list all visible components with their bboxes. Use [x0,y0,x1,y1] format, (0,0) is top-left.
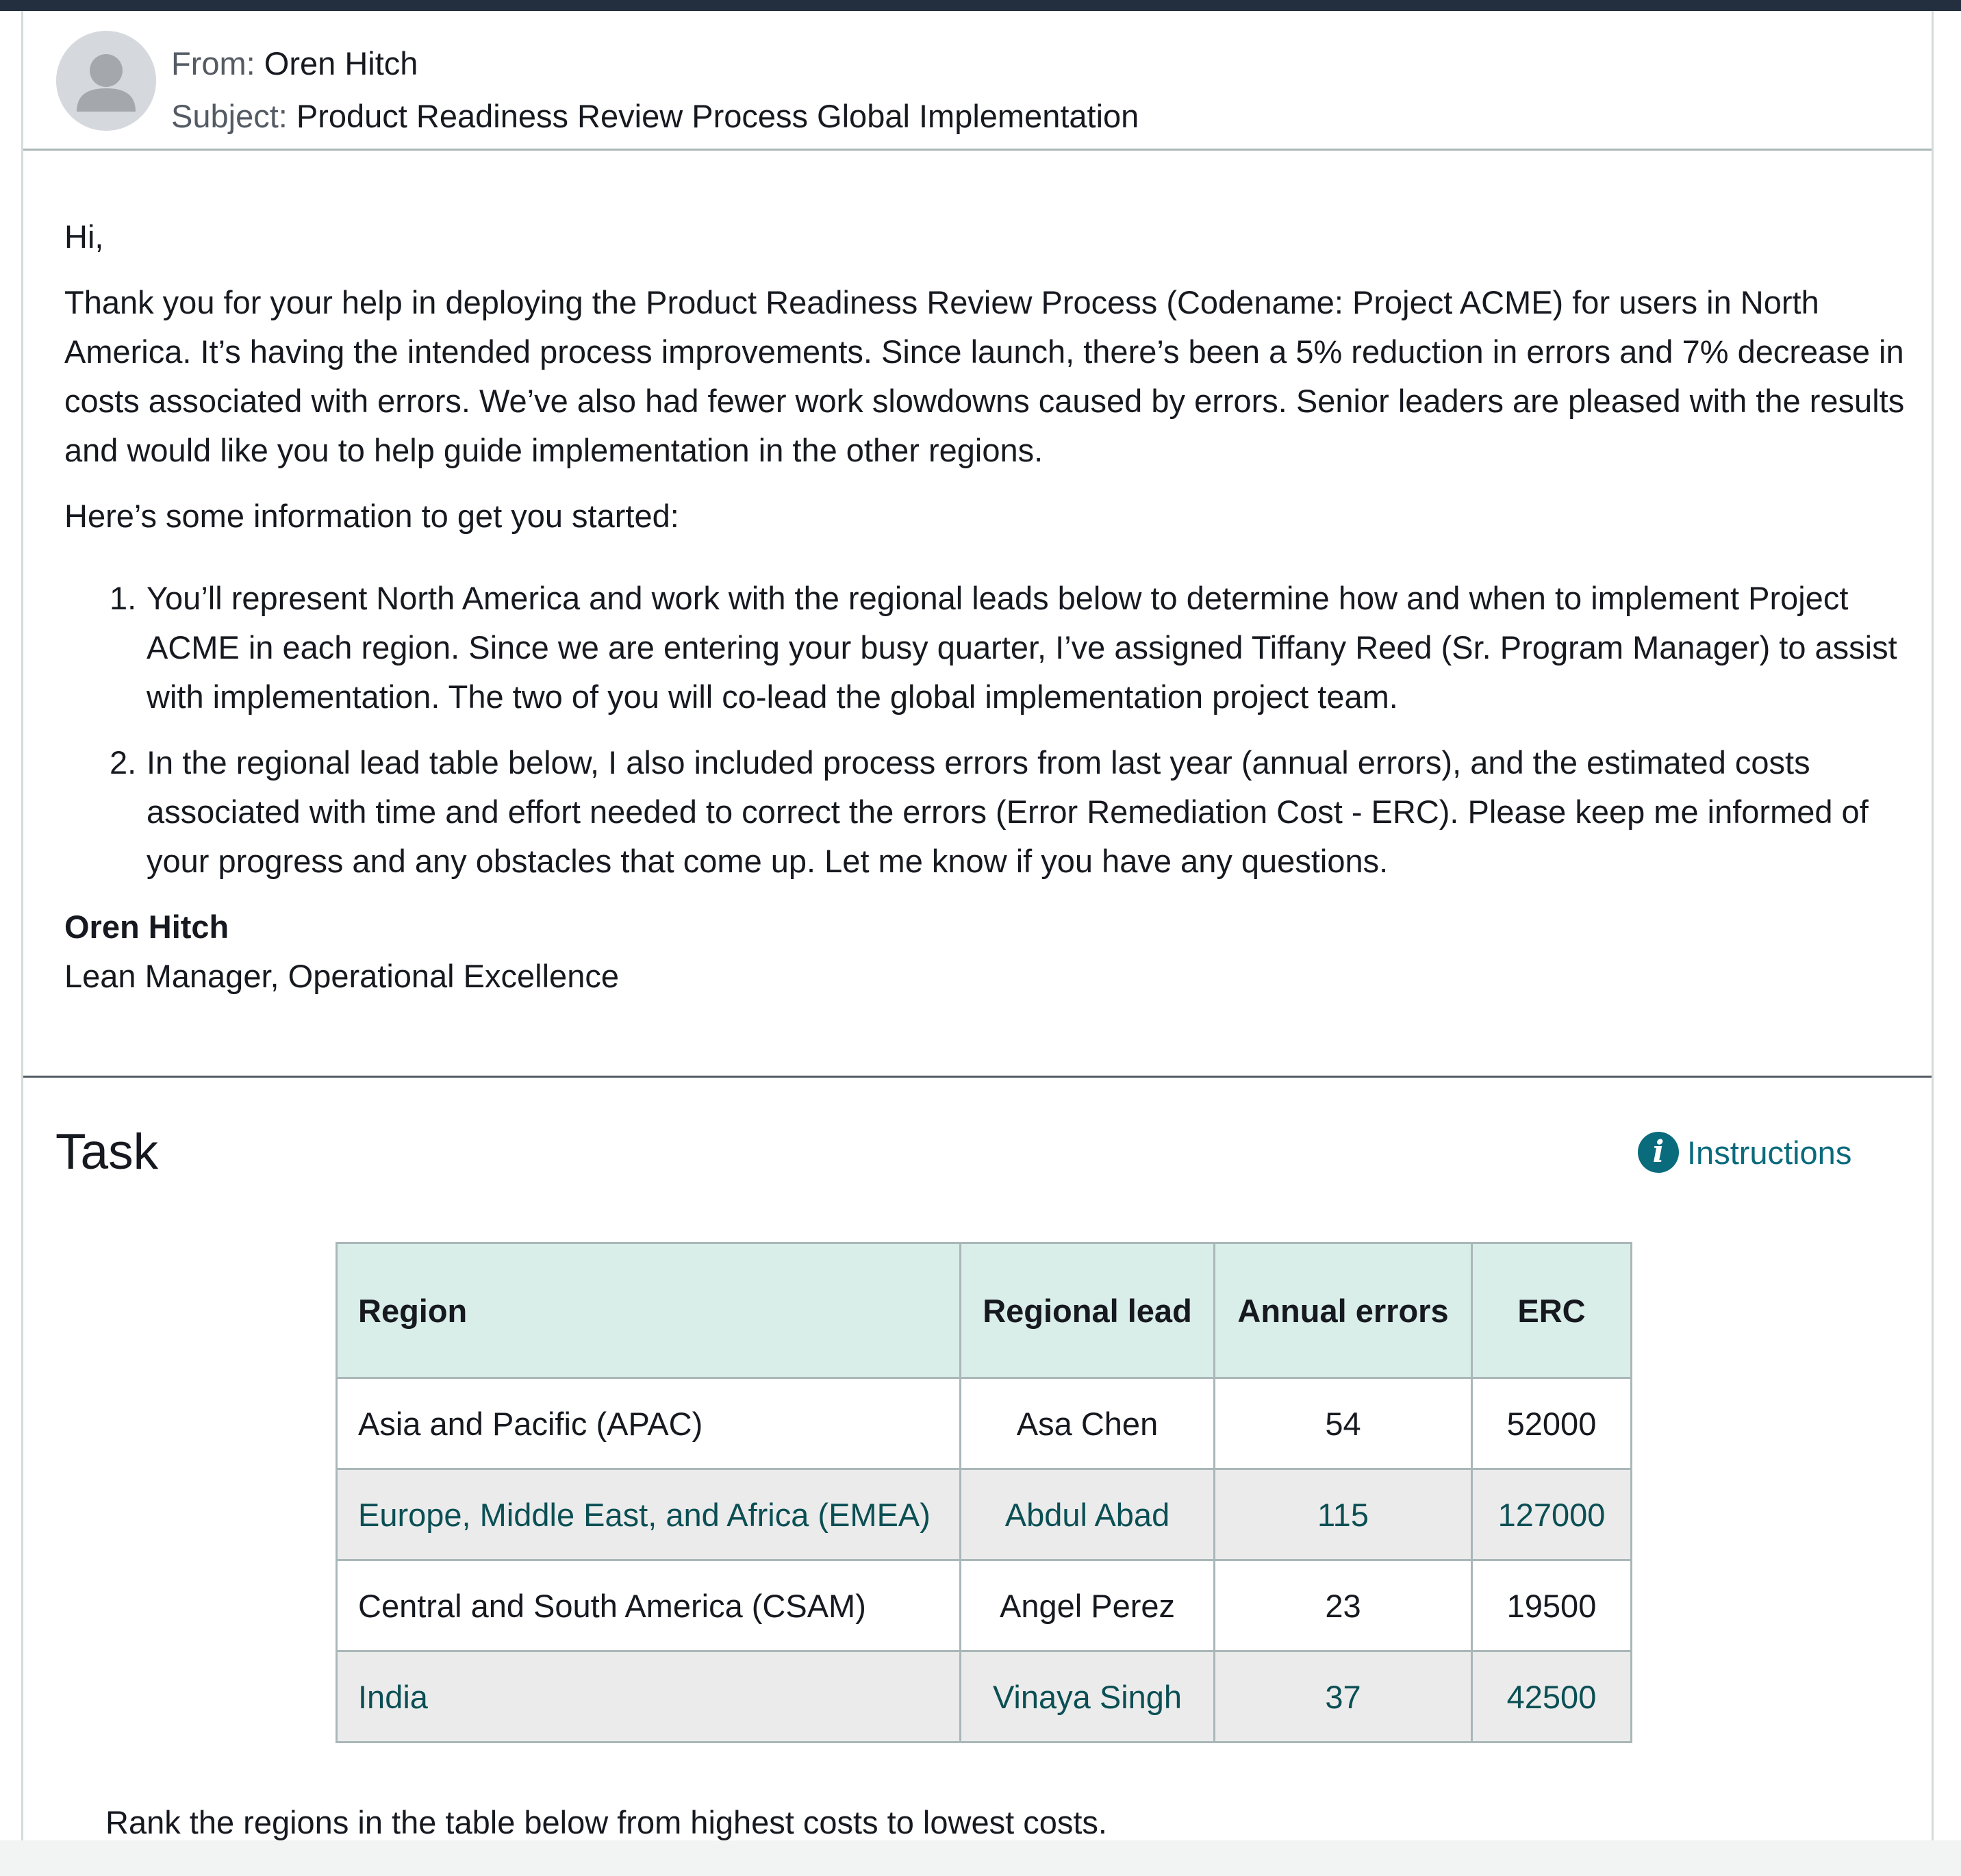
user-silhouette-icon [56,31,156,131]
cell-errors: 54 [1215,1378,1472,1469]
signature-name: Oren Hitch [64,909,229,945]
cell-errors: 37 [1215,1651,1472,1742]
cell-lead: Angel Perez [961,1560,1215,1651]
table-header-row [337,1243,1632,1378]
list-text: In the regional lead table below, I also included process errors from last year (annual errors), and the estimated costs associated with time and effort needed to correct the errors (Error Remediation Cost - ERC). Please keep me informed of your progress and any obstacles that come up. Let me know if you have any questions. [147,744,1869,879]
cell-region: Europe, Middle East, and Africa (EMEA) [337,1469,961,1560]
column-header-erc: ERC [1472,1243,1632,1378]
email-header [23,11,1932,151]
email-card [21,11,1934,1842]
cell-region: India [337,1651,961,1742]
email-body [23,151,1932,1078]
list-item [110,574,1910,722]
cell-errors: 115 [1215,1469,1472,1560]
top-bar [0,0,1961,11]
info-paragraph: Here’s some information to get you started: [64,498,679,534]
list-number: 1. [110,580,137,616]
regional-lead-table [336,1242,1632,1743]
cell-lead: Vinaya Singh [961,1651,1215,1742]
cell-erc: 19500 [1472,1560,1632,1651]
cell-region: Asia and Pacific (APAC) [337,1378,961,1469]
column-header-region: Region [337,1243,961,1378]
instructions-link[interactable] [1638,1128,1851,1176]
instructions-label: Instructions [1687,1134,1852,1171]
footer-strip [0,1840,1961,1876]
cell-lead: Asa Chen [961,1378,1215,1469]
signature-title: Lean Manager, Operational Excellence [64,958,619,994]
subject-label: Subject: [171,98,288,134]
table-row [337,1560,1632,1651]
cell-errors: 23 [1215,1560,1472,1651]
table-row [337,1378,1632,1469]
list-number: 2. [110,744,137,781]
task-title: Task [55,1124,159,1180]
greeting: Hi, [64,218,104,255]
column-header-annual-errors: Annual errors [1215,1243,1472,1378]
rank-instruction: Rank the regions in the table below from highest costs to lowest costs. [105,1804,1107,1840]
from-value: Oren Hitch [264,45,418,81]
cell-region: Central and South America (CSAM) [337,1560,961,1651]
intro-paragraph: Thank you for your help in deploying the Product Readiness Review Process (Codename: Project ACME) for users in North America. It’s having the intended process improvements. Since launch, there’s been a 5% reduction in errors and 7% decrease in costs associated with errors. We’ve also had fewer work slowdowns caused by errors. Senior leaders are pleased with the results and would like you to help guide implementation in the other regions. [64,284,1905,468]
list-item [110,738,1910,886]
subject-value: Product Readiness Review Process Global Implementation [296,98,1139,134]
list-text: You’ll represent North America and work with the regional leads below to determine how and when to implement Project ACME in each region. Since we are entering your busy quarter, I’ve assigned Tiffany Reed (Sr. Program Manager) to assist with implementation. The two of you will co-lead the global implementation project team. [147,580,1897,715]
from-line [171,43,418,84]
cell-lead: Abdul Abad [961,1469,1215,1560]
cell-erc: 52000 [1472,1378,1632,1469]
cell-erc: 127000 [1472,1469,1632,1560]
table-row [337,1651,1632,1742]
table-row [337,1469,1632,1560]
info-icon: i [1638,1132,1679,1173]
column-header-regional-lead: Regional lead [961,1243,1215,1378]
from-label: From: [171,45,255,81]
subject-line [171,96,1139,137]
cell-erc: 42500 [1472,1651,1632,1742]
